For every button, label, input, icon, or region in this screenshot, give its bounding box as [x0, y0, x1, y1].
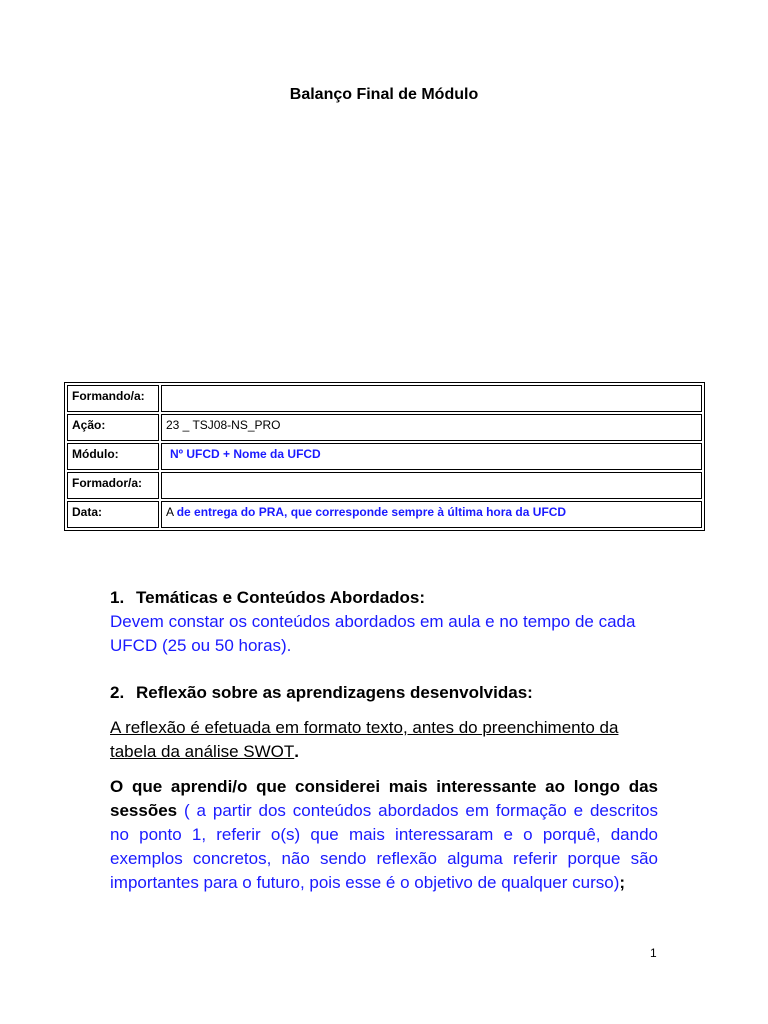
row-label-formador: Formador/a: [67, 472, 159, 499]
row-value-acao[interactable]: 23 _ TSJ08-NS_PRO [161, 414, 702, 441]
row-label-data: Data: [67, 501, 159, 528]
page-number: 1 [650, 946, 657, 960]
data-prefix: A [166, 505, 174, 519]
table-row [67, 443, 702, 470]
table-row [67, 501, 702, 528]
section-1-number: 1. [110, 588, 125, 607]
table-row [67, 472, 702, 499]
section-2-intro-text: A reflexão é efetuada em formato texto, antes do preenchimento da tabela da análise SWOT [110, 718, 619, 761]
table-row [67, 414, 702, 441]
section-2-intro-end: . [294, 742, 299, 761]
section-1-note: Devem constar os conteúdos abordados em aula e no tempo de cada UFCD (25 ou 50 horas). [110, 612, 636, 655]
section-2-question-text: O que aprendi/o que considerei mais interessante ao longo das sessões [110, 777, 658, 820]
section-2-question-note: ( a partir dos conteúdos abordados em formação e descritos no ponto 1, referir o(s) que mais interessaram e o porquê, dando exemplos concretos, não sendo reflexão alguma referir porque são importantes para o futuro, pois esse é o objetivo de qualquer curso) [110, 801, 658, 892]
table-row [67, 385, 702, 412]
section-2 [110, 681, 658, 895]
row-value-modulo[interactable]: Nº UFCD + Nome da UFCD [161, 443, 702, 470]
section-1 [110, 586, 658, 658]
data-note: de entrega do PRA, que corresponde sempre à última hora da UFCD [176, 505, 567, 519]
row-value-formador[interactable] [161, 472, 702, 499]
row-label-formando: Formando/a: [67, 385, 159, 412]
page-title: Balanço Final de Módulo [289, 86, 479, 103]
section-2-title: Reflexão sobre as aprendizagens desenvolvidas: [136, 683, 533, 702]
row-label-modulo: Módulo: [67, 443, 159, 470]
row-value-formando[interactable] [161, 385, 702, 412]
info-table [64, 382, 705, 531]
row-value-data[interactable] [161, 501, 702, 528]
section-2-number: 2. [110, 683, 125, 702]
section-2-heading [110, 681, 658, 705]
section-2-intro [110, 716, 658, 764]
section-1-heading [110, 586, 658, 610]
section-2-question [110, 775, 658, 895]
row-label-acao: Ação: [67, 414, 159, 441]
section-1-title: Temáticas e Conteúdos Abordados: [136, 588, 426, 607]
section-2-question-end: ; [619, 873, 626, 892]
